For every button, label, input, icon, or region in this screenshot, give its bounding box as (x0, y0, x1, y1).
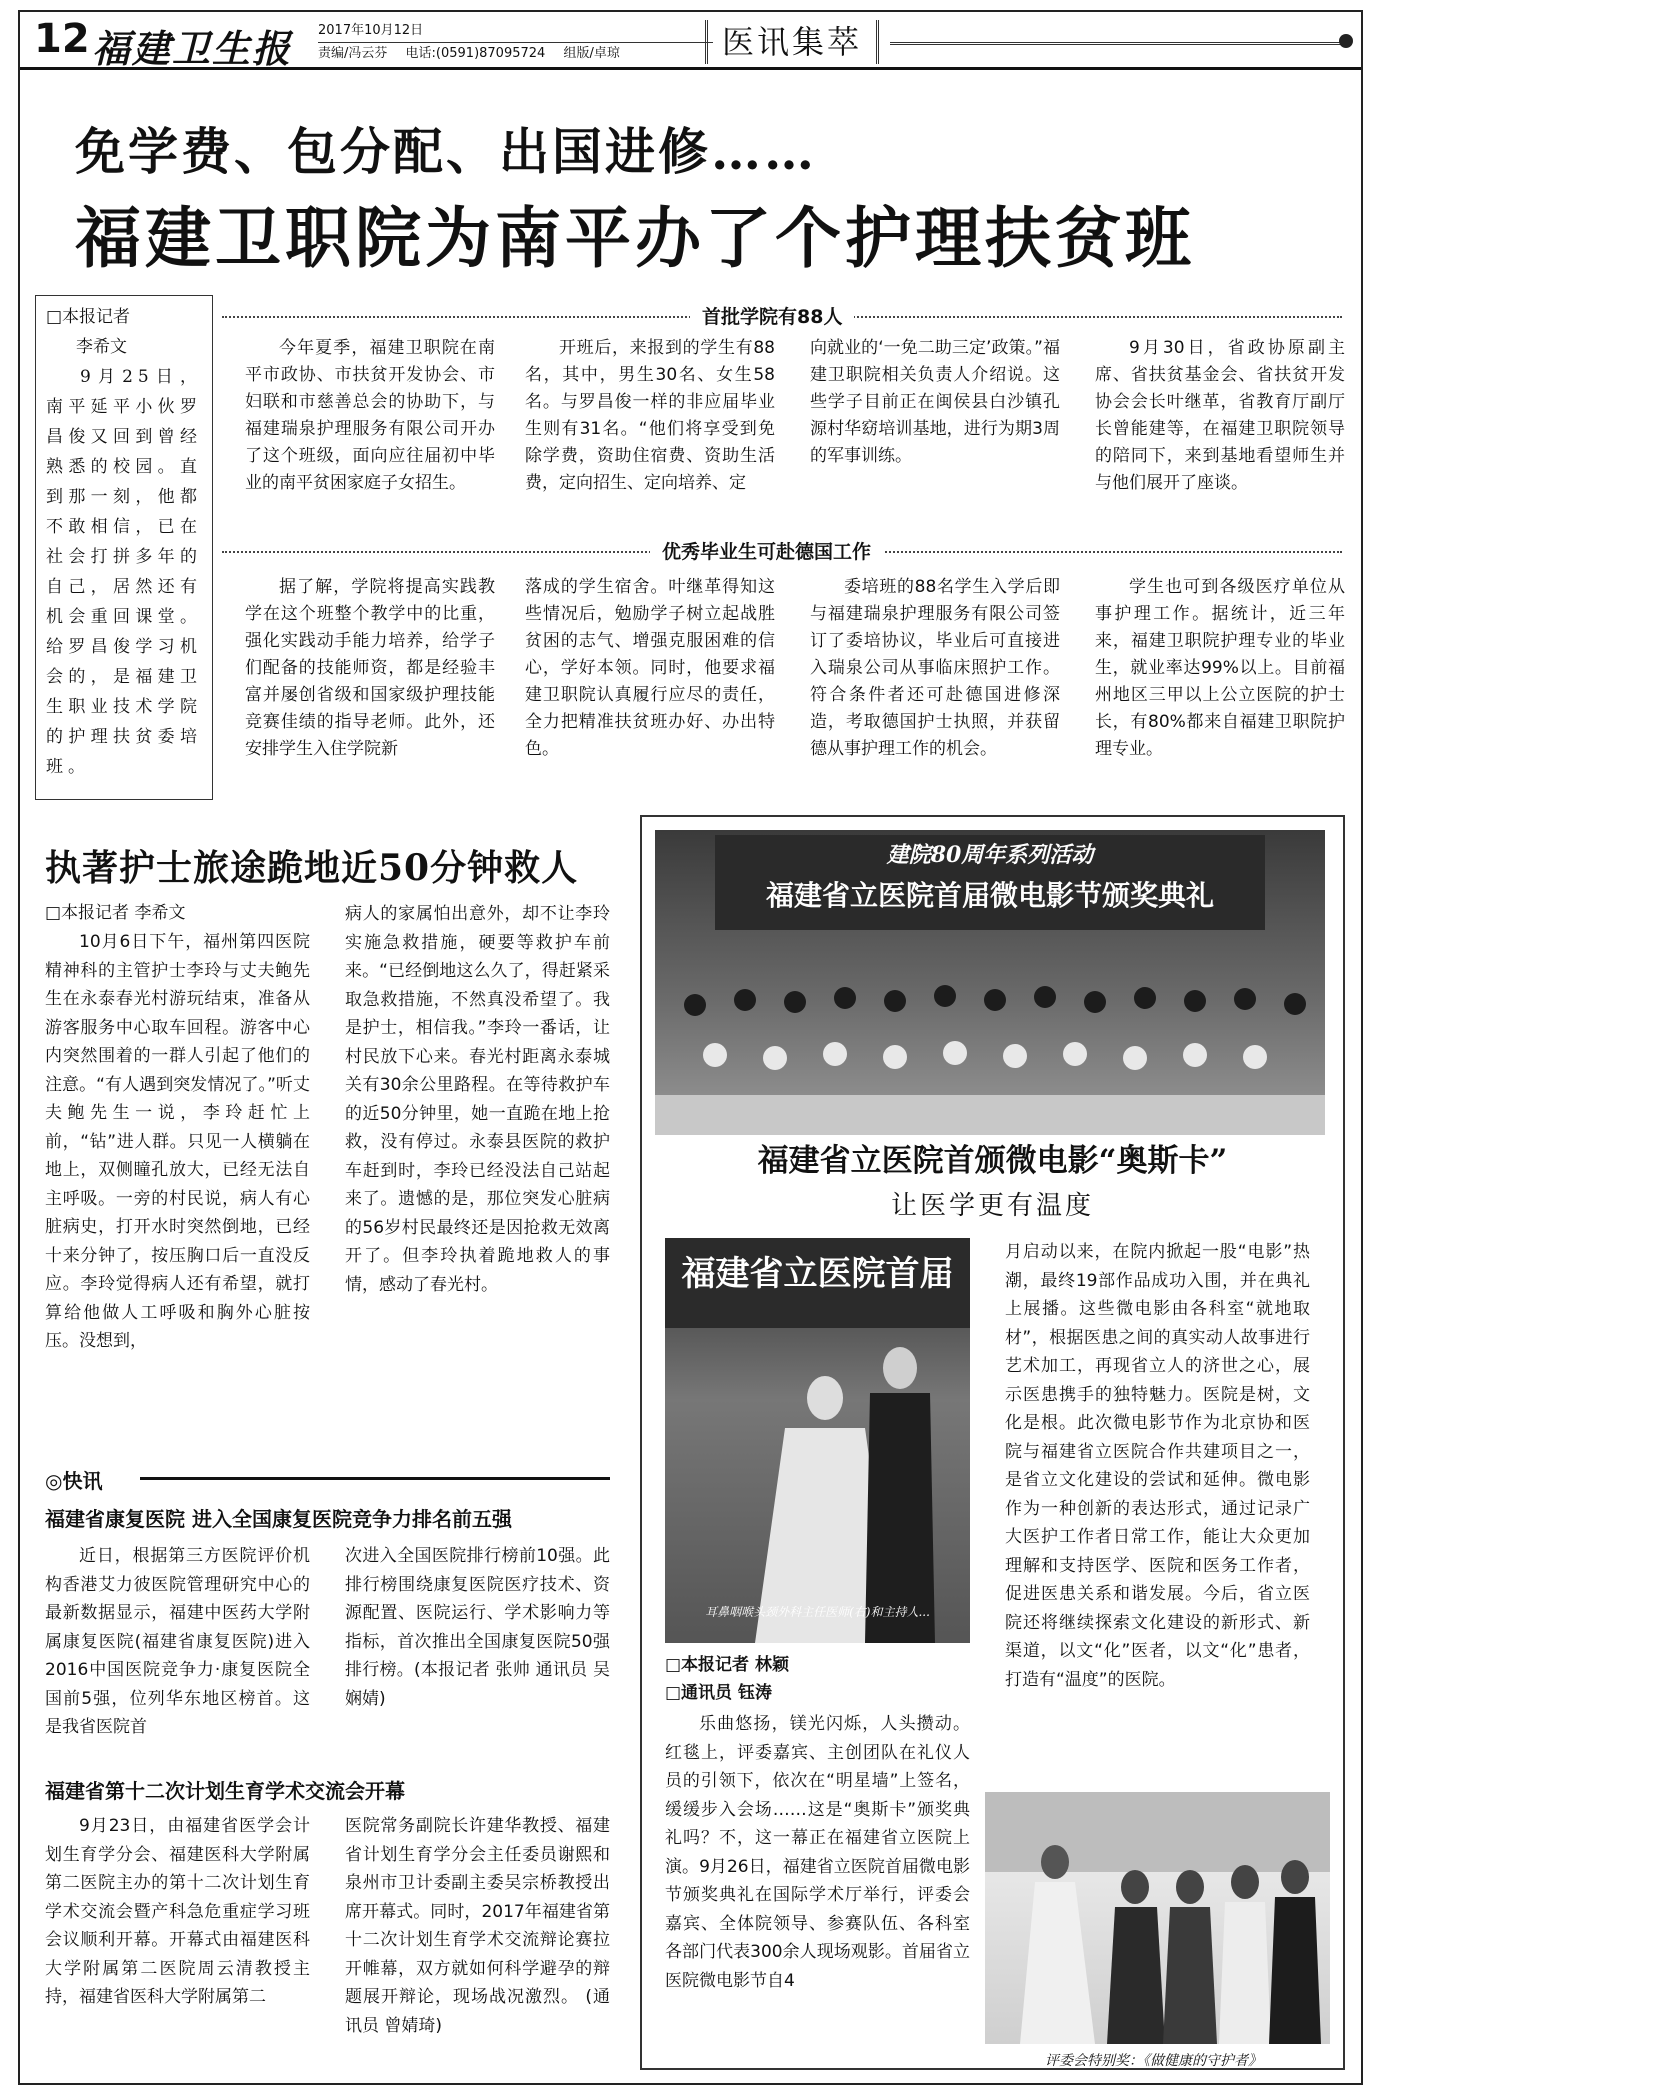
nurse-byline: □本报记者 李希文 (45, 903, 186, 923)
oscar-col-left: 乐曲悠扬，镁光闪烁，人头攒动。红毯上，评委嘉宾、主创团队在礼仪人员的引领下，依次在“明星墙”上签名，缓缓步入会场……这是“奥斯卡”颁奖典礼吗？不，这一幕正在福建省立医院上演。9月26日，福建省立医院首届微电影节颁奖典礼在国际学术厅举行，评委会嘉宾、全体院领导、参赛队伍、各科室各部门代表300余人现场观影。首届省立医院微电影节自4 (665, 1714, 970, 1991)
lead-sec2-col2: 落成的学生宿舍。叶继革得知这些情况后，勉励学子树立起战胜贫困的志气、增强克服困难的信心，学好本领。同时，他要求福建卫职院认真履行应尽的责任，全力把精准扶贫班办好、办出特色。 (525, 577, 775, 759)
banner-line1: 建院80周年系列活动 (886, 842, 1094, 868)
kuaixun-rule (140, 1477, 610, 1480)
page-meta (318, 20, 727, 65)
oscar-byline1: □本报记者 林颖 (665, 1655, 789, 1675)
issue-date: 2017年10月12日 (318, 20, 713, 43)
masthead-rule (890, 42, 1345, 45)
lead-sec1-col2: 开班后，来报到的学生有88名，其中，男生30名、女生58名。与罗昌俊一样的非应届毕业生则有31名。“他们将享受到免除学费，资助住宿费、资助生活费，定向招生、定向培养、定 (525, 338, 775, 493)
lead-headline: 福建卫职院为南平办了个护理扶贫班 (75, 200, 1195, 277)
lead-sec2-col1: 据了解，学院将提高实践教学在这个班整个教学中的比重，强化实践动手能力培养，给学子们配备的技能师资，都是经验丰富并屡创省级和国家级护理技能竞赛佳绩的指导老师。此外，还安排学生入住学院新 (245, 577, 495, 759)
oscar-headline: 福建省立医院首颁微电影“奥斯卡” (757, 1143, 1228, 1179)
nurse-col1: 10月6日下午，福州第四医院精神科的主管护士李玲与丈夫鲍先生在永泰春光村游玩结束，准备从游客服务中心取车回程。游客中心内突然围着的一群人引起了他们的注意。“有人遇到突发情况了。”听丈夫鲍先生一说，李玲赶忙上前，“钻”进人群。只见一人横躺在地上，双侧瞳孔放大，已经无法自主呼吸。一旁的村民说，病人有心脏病史，打开水时突然倒地，已经十来分钟了，按压胸口后一直没反应。李玲觉得病人还有希望，就打算给他做人工呼吸和胸外心脏按压。没想到， (45, 932, 310, 1351)
lead-sec2-col4: 学生也可到各级医疗单位从事护理工作。据统计，近三年来，福建卫职院护理专业的毕业生，就业率达99%以上。目前福州地区三甲以上公立医院的护士长，有80%都来自福建卫职院护理专业。 (1095, 577, 1345, 759)
masthead (20, 12, 1361, 70)
oscar-subtitle: 让医学更有温度 (890, 1191, 1094, 1221)
brief2-col1: 9月23日，由福建省医学会计划生育学分会、福建医科大学附属第二医院主办的第十二次计划生育学术交流会暨产科急危重症学习班会议顺利开幕。开幕式由福建医科大学附属第二医院周云清教授主持，福建省医科大学附属第二 (45, 1816, 310, 2007)
oscar-byline2: □通讯员 钰涛 (665, 1683, 772, 1703)
lead-sec2-col3: 委培班的88名学生入学后即与福建瑞泉护理服务有限公司签订了委培协议，毕业后可直接进入瑞泉公司从事临床照护工作。符合条件者还可赴德国进修深造，考取德国护士执照，并获留德从事护理工作的机会。 (810, 577, 1060, 759)
sub-head-1: 首批学院有88人 (690, 302, 854, 329)
nurse-col2: 病人的家属怕出意外，却不让李玲实施急救措施，硬要等救护车前来。“已经倒地这么久了，得赶紧采取急救措施，不然真没希望了。我是护士，相信我。”李玲一番话，让村民放下心来。春光村距离永泰城关有30余公里路程。在等待救护车的近50分钟里，她一直跪在地上抢救，没有停过。永泰县医院的救护车赶到时，李玲已经没法自己站起来了。遗憾的是，那位突发心脏病的56岁村民最终还是因抢救无效离开了。但李玲执着跪地救人的事情，感动了春光村。 (345, 904, 610, 1295)
ceremony-group-photo (655, 830, 1325, 1135)
photo2-caption: 耳鼻咽喉头颈外科主任医师(右)和主持人... (705, 1605, 930, 1619)
paper-name: 福建卫生报 (92, 26, 293, 71)
brief1-col1: 近日，根据第三方医院评价机构香港艾力彼医院管理研究中心的最新数据显示，福建中医药大学附属康复医院(福建省康复医院)进入2016中国医院竞争力·康复医院全国前5强，位列华东地区榜首。这是我省医院首 (45, 1546, 310, 1737)
brief1-title: 福建省康复医院 进入全国康复医院竞争力排名前五强 (45, 1507, 512, 1531)
sub-head-2: 优秀毕业生可赴德国工作 (650, 537, 883, 564)
sidebar-byline: □本报记者 (46, 307, 131, 327)
award-couple-photo (665, 1238, 970, 1643)
banner-line2: 福建省立医院首届微电影节颁奖典礼 (765, 879, 1214, 912)
brief2-col2: 医院常务副院长许建华教授、福建省计划生育学分会主任委员谢熙和泉州市卫计委副主委吴宗桥教授出席开幕式。同时，2017年福建省第十二次计划生育学术交流辩论赛拉开帷幕，双方就如何科学避孕的辩题展开辩论，现场战况激烈。 (通讯员 曾婧琦) (345, 1816, 610, 2036)
lead-sidebar (35, 295, 213, 800)
page-number: 12 (34, 16, 90, 62)
lead-sec1-col3: 向就业的‘一免二助三定’政策。”福建卫职院相关负责人介绍说。这些学子目前正在闽侯县白沙镇孔源村华窈培训基地，进行为期3周的军事训练。 (810, 338, 1060, 466)
nurse-headline: 执著护士旅途跪地近50分钟救人 (45, 847, 579, 889)
editor: 责编/冯云芬 (318, 46, 388, 61)
photo2-banner: 福建省立医院首届 (681, 1254, 954, 1294)
oscar-col-right: 月启动以来，在院内掀起一股“电影”热潮，最终19部作品成功入围，并在典礼上展播。这些微电影由各科室“就地取材”，根据医患之间的真实动人故事进行艺术加工，再现省立人的济世之心，展示医患携手的独特魅力。医院是树，文化是根。此次微电影节作为北京协和医院与福建省立医院合作共建项目之一，是省立文化建设的尝试和延伸。微电影作为一种创新的表达形式，通过记录广大医护工作者日常工作，能让大众更加理解和支持医学、医院和医务工作者，促进医患关系和谐发展。今后，省立医院还将继续探索文化建设的新形式、新渠道，以文“化”医者，以文“化”患者，打造有“温度”的医院。 (1005, 1242, 1310, 1690)
photo3-caption: 评委会特别奖：《做健康的守护者》 (1045, 2053, 1262, 2069)
award-group-photo (985, 1792, 1330, 2044)
kuaixun-label: ◎快讯 (45, 1469, 103, 1493)
award-photo-graphic (985, 1792, 1330, 2044)
section-title: 医讯集萃 (705, 20, 879, 64)
lead-kicker: 免学费、包分配、出国进修…… (75, 122, 817, 181)
lead-sec1-col4: 9月30日，省政协原副主席、省扶贫基金会、省扶贫开发协会会长叶继革，省教育厅副厅长曾能建等，在福建卫职院领导的陪同下，来到基地看望师生并与他们展开了座谈。 (1095, 338, 1345, 493)
brief1-col2: 次进入全国医院排行榜前10强。此排行榜围绕康复医院医疗技术、资源配置、医院运行、学术影响力等指标，首次推出全国康复医院50强排行榜。(本报记者 张帅 通讯员 吴娴婧) (345, 1546, 610, 1709)
sidebar-author: 李希文 (76, 337, 127, 357)
lead-sec1-col1: 今年夏季，福建卫职院在南平市政协、市扶贫开发协会、市妇联和市慈善总会的协助下，与福建瑞泉护理服务有限公司开办了这个班级，面向应往届初中毕业的南平贫困家庭子女招生。 (245, 338, 495, 493)
corner-dot-icon (1339, 34, 1353, 48)
layout-credit: 组版/卓琼 (563, 46, 620, 61)
phone: 电话:(0591)87095724 (405, 46, 546, 61)
brief2-title: 福建省第十二次计划生育学术交流会开幕 (45, 1779, 405, 1803)
sidebar-text: 9月25日，南平延平小伙罗昌俊又回到曾经熟悉的校园。直到那一刻，他都不敢相信，已在社会打拼多年的自己，居然还有机会重回课堂。给罗昌俊学习机会的，是福建卫生职业技术学院的护理扶贫委培班。 (46, 367, 202, 777)
couple-photo-graphic (665, 1238, 970, 1643)
